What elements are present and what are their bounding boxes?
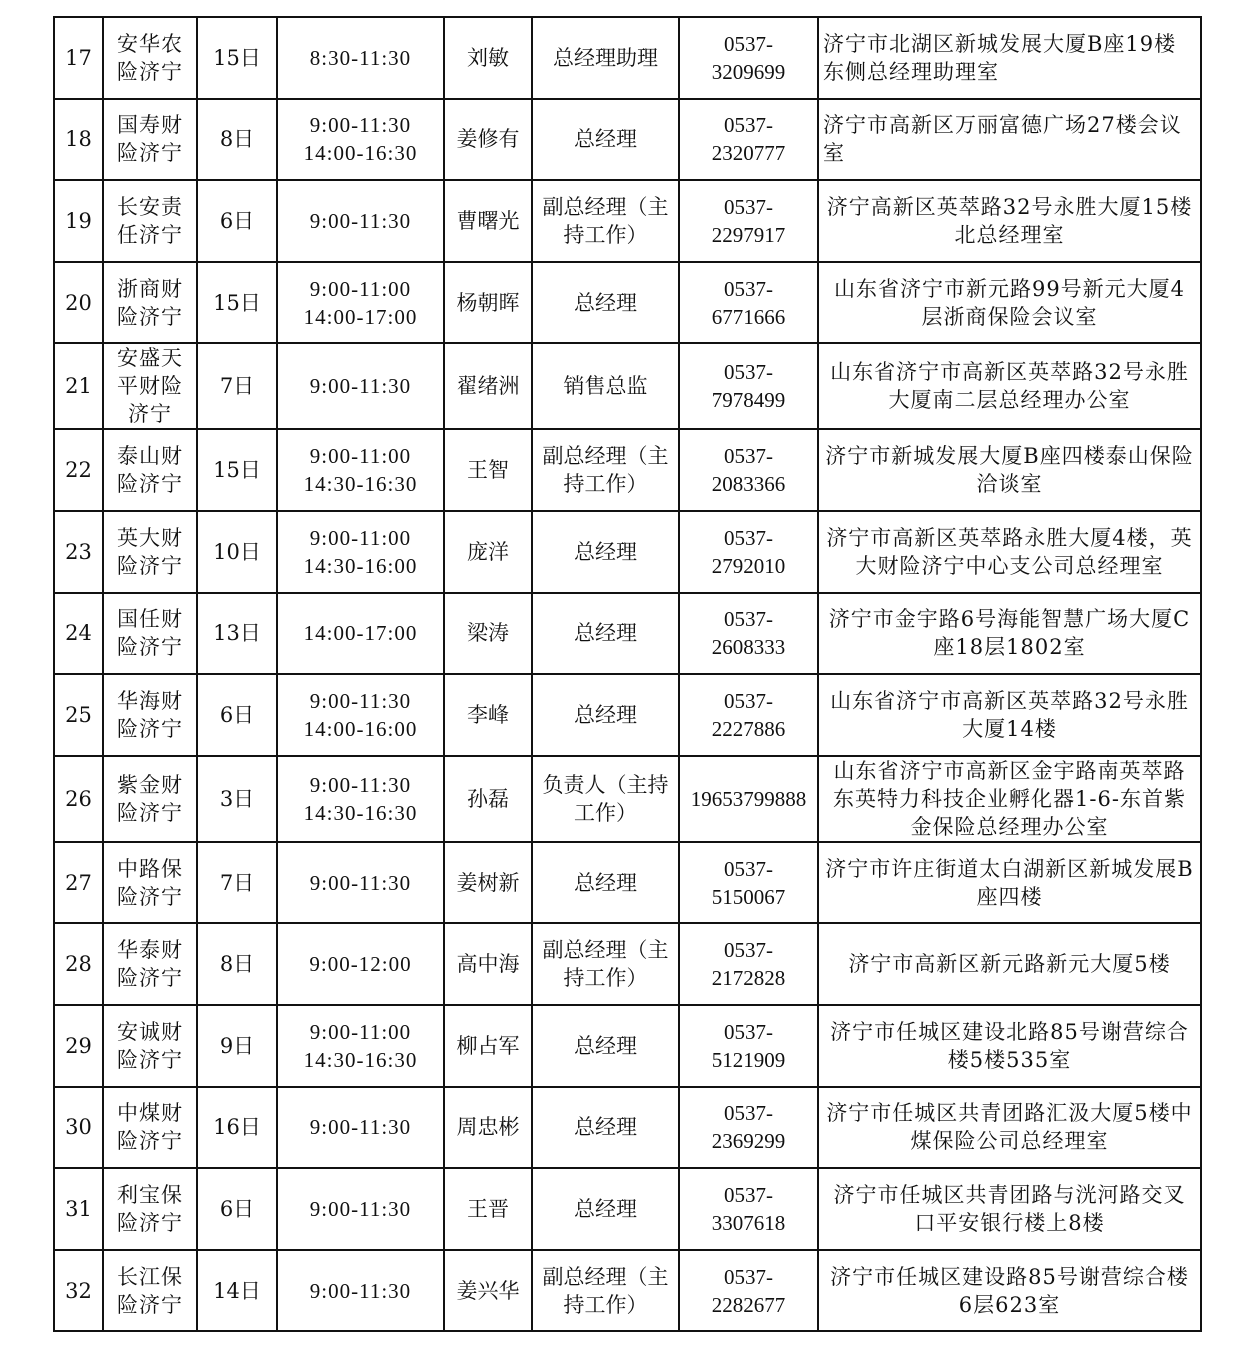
time-slot-morning: 9:00-12:00 [309,952,412,977]
row-number: 31 [65,1196,92,1221]
table-row [54,593,1201,675]
time-slot-afternoon: 14:30-16:00 [303,553,418,578]
person-name: 姜树新 [456,870,520,895]
reception-date: 6日 [219,208,255,233]
company-cell [103,842,197,924]
address-cell [818,343,1201,429]
date-cell [197,99,277,181]
time-cell [277,1087,444,1169]
time-slot-morning: 9:00-11:30 [309,1278,412,1303]
address-text: 济宁市任城区建设路85号谢营综合楼6层623室 [830,1264,1189,1317]
row-number-cell [54,99,103,181]
company-cell [103,99,197,181]
reception-date: 10日 [213,539,261,564]
job-title-cell [532,593,679,675]
phone-number: 2282677 [711,1292,786,1317]
company-cell [103,1168,197,1250]
time-slot-morning: 9:00-11:30 [309,772,412,797]
phone-number: 2369299 [711,1129,786,1154]
job-title: 总经理 [574,290,637,315]
reception-schedule-table [53,16,1202,1332]
job-title-cell [532,1168,679,1250]
person-name-cell [444,756,532,842]
address-cell [818,180,1201,262]
row-number-cell [54,674,103,756]
person-name: 梁涛 [467,621,509,646]
job-title: 总经理助理 [553,45,658,70]
phone-area-code: 0537- [724,856,773,881]
company-name: 安盛天平财险济宁 [117,346,183,427]
company-name: 长江保险济宁 [117,1264,183,1317]
company-cell [103,1087,197,1169]
time-cell [277,429,444,511]
date-cell [197,429,277,511]
phone-cell [679,593,818,675]
person-name: 柳占军 [456,1033,520,1058]
phone-number: 2083366 [711,472,786,497]
time-slot-morning: 9:00-11:00 [309,276,412,301]
person-name: 刘敏 [467,45,509,70]
table-row [54,262,1201,344]
phone-area-code: 0537- [724,1101,773,1126]
row-number-cell [54,1005,103,1087]
row-number-cell [54,593,103,675]
phone-area-code: 0537- [724,194,773,219]
table-row [54,180,1201,262]
time-slot-morning: 9:00-11:30 [309,1196,412,1221]
phone-cell [679,1005,818,1087]
row-number: 21 [65,374,92,399]
table-row [54,923,1201,1005]
address-text: 济宁市北湖区新城发展大厦B座19楼东侧总经理助理室 [823,31,1177,84]
time-slot-afternoon: 14:30-16:30 [303,1047,418,1072]
company-cell [103,923,197,1005]
address-text: 山东省济宁市高新区英萃路32号永胜大厦14楼 [830,688,1189,741]
phone-cell [679,923,818,1005]
job-title: 副总经理（主持工作） [542,444,669,497]
row-number-cell [54,842,103,924]
company-cell [103,1250,197,1332]
person-name-cell [444,429,532,511]
company-name: 安华农险济宁 [117,31,183,84]
company-name: 浙商财险济宁 [117,276,183,329]
row-number-cell [54,17,103,99]
job-title-cell [532,99,679,181]
job-title: 副总经理（主持工作） [542,194,669,247]
address-cell [818,674,1201,756]
company-cell [103,429,197,511]
job-title: 总经理 [574,539,637,564]
person-name-cell [444,99,532,181]
table-row [54,511,1201,593]
person-name-cell [444,511,532,593]
row-number: 17 [65,45,92,70]
person-name: 李峰 [467,702,509,727]
phone-area-code: 19653799888 [690,786,807,811]
address-cell [818,1087,1201,1169]
company-name: 泰山财险济宁 [117,444,183,497]
table-row [54,674,1201,756]
address-cell [818,923,1201,1005]
company-name: 华泰财险济宁 [117,938,183,991]
date-cell [197,1087,277,1169]
company-name: 安诚财险济宁 [117,1019,183,1072]
person-name-cell [444,593,532,675]
address-cell [818,1250,1201,1332]
phone-area-code: 0537- [724,276,773,301]
date-cell [197,511,277,593]
row-number-cell [54,1087,103,1169]
time-slot-morning: 14:00-17:00 [303,621,418,646]
person-name: 高中海 [456,952,520,977]
time-slot-afternoon: 14:00-17:00 [303,304,418,329]
time-slot-afternoon: 14:30-16:30 [303,800,418,825]
person-name: 姜修有 [456,127,520,152]
phone-number: 5121909 [711,1047,786,1072]
phone-cell [679,262,818,344]
time-cell [277,923,444,1005]
job-title-cell [532,674,679,756]
time-slot-morning: 9:00-11:30 [309,1115,412,1140]
date-cell [197,262,277,344]
time-slot-morning: 9:00-11:30 [309,374,412,399]
table-row [54,99,1201,181]
person-name: 孙磊 [467,786,509,811]
reception-date: 6日 [219,702,255,727]
time-slot-morning: 9:00-11:30 [309,688,412,713]
phone-cell [679,343,818,429]
row-number: 22 [65,458,92,483]
address-text: 山东省济宁市高新区英萃路32号永胜大厦南二层总经理办公室 [830,360,1189,413]
row-number: 28 [65,952,92,977]
person-name-cell [444,180,532,262]
job-title: 总经理 [574,1196,637,1221]
phone-number: 2320777 [711,141,786,166]
address-cell [818,756,1201,842]
person-name: 曹曙光 [456,208,520,233]
company-cell [103,593,197,675]
reception-date: 7日 [219,374,255,399]
company-name: 国任财险济宁 [117,607,183,660]
time-cell [277,593,444,675]
person-name: 王晋 [467,1196,509,1221]
table-row [54,1250,1201,1332]
person-name-cell [444,262,532,344]
job-title: 总经理 [574,870,637,895]
address-text: 济宁市许庄街道太白湖新区新城发展B座四楼 [825,856,1194,909]
address-cell [818,511,1201,593]
row-number-cell [54,511,103,593]
time-cell [277,262,444,344]
reception-date: 13日 [213,621,261,646]
time-cell [277,1250,444,1332]
time-cell [277,1005,444,1087]
phone-cell [679,1087,818,1169]
row-number-cell [54,1168,103,1250]
company-cell [103,262,197,344]
job-title-cell [532,923,679,1005]
phone-number: 2172828 [711,966,786,991]
row-number-cell [54,343,103,429]
time-cell [277,674,444,756]
company-cell [103,180,197,262]
time-cell [277,842,444,924]
table-row [54,1087,1201,1169]
company-name: 紫金财险济宁 [117,772,183,825]
phone-cell [679,429,818,511]
row-number: 27 [65,870,92,895]
table-row [54,842,1201,924]
person-name-cell [444,923,532,1005]
date-cell [197,17,277,99]
date-cell [197,756,277,842]
job-title: 总经理 [574,621,637,646]
phone-area-code: 0537- [724,444,773,469]
date-cell [197,180,277,262]
row-number: 30 [65,1115,92,1140]
time-slot-morning: 9:00-11:00 [309,444,412,469]
table-row [54,343,1201,429]
time-cell [277,1168,444,1250]
row-number: 19 [65,208,92,233]
person-name-cell [444,1005,532,1087]
person-name: 翟绪洲 [456,374,520,399]
phone-area-code: 0537- [724,360,773,385]
reception-date: 7日 [219,870,255,895]
company-name: 英大财险济宁 [117,525,183,578]
time-cell [277,343,444,429]
time-cell [277,180,444,262]
time-cell [277,17,444,99]
row-number: 20 [65,290,92,315]
address-cell [818,593,1201,675]
time-slot-afternoon: 14:30-16:30 [303,472,418,497]
time-slot-afternoon: 14:00-16:00 [303,716,418,741]
phone-area-code: 0537- [724,1264,773,1289]
address-text: 济宁市高新区万丽富德广场27楼会议室 [823,113,1182,166]
job-title: 销售总监 [563,374,648,399]
date-cell [197,923,277,1005]
phone-number: 3307618 [711,1210,786,1235]
time-slot-morning: 8:30-11:30 [309,45,412,70]
reception-date: 9日 [219,1033,255,1058]
row-number: 23 [65,539,92,564]
phone-number: 3209699 [711,59,786,84]
company-cell [103,674,197,756]
row-number: 25 [65,702,92,727]
company-cell [103,17,197,99]
date-cell [197,1005,277,1087]
reception-date: 15日 [213,290,261,315]
reception-date: 3日 [219,786,255,811]
time-slot-morning: 9:00-11:00 [309,525,412,550]
time-cell [277,756,444,842]
address-text: 山东省济宁市高新区金宇路南英萃路东英特力科技企业孵化器1-6-东首紫金保险总经理办公室 [833,758,1186,839]
job-title-cell [532,842,679,924]
row-number-cell [54,262,103,344]
job-title-cell [532,17,679,99]
row-number-cell [54,1250,103,1332]
phone-area-code: 0537- [724,607,773,632]
job-title-cell [532,1250,679,1332]
phone-area-code: 0537- [724,1019,773,1044]
job-title-cell [532,343,679,429]
company-name: 中煤财险济宁 [117,1101,183,1154]
person-name-cell [444,17,532,99]
job-title: 副总经理（主持工作） [542,1264,669,1317]
job-title-cell [532,262,679,344]
time-slot-morning: 9:00-11:30 [309,208,412,233]
row-number: 29 [65,1033,92,1058]
row-number-cell [54,429,103,511]
reception-date: 8日 [219,952,255,977]
row-number-cell [54,180,103,262]
company-name: 长安责任济宁 [117,194,183,247]
row-number: 18 [65,127,92,152]
phone-cell [679,674,818,756]
address-cell [818,842,1201,924]
person-name: 庞洋 [467,539,509,564]
row-number-cell [54,923,103,1005]
phone-cell [679,1168,818,1250]
person-name-cell [444,343,532,429]
address-text: 济宁市高新区英萃路永胜大厦4楼，英大财险济宁中心支公司总经理室 [826,525,1193,578]
date-cell [197,1168,277,1250]
job-title: 总经理 [574,127,637,152]
date-cell [197,674,277,756]
company-name: 中路保险济宁 [117,856,183,909]
phone-number: 5150067 [711,884,786,909]
phone-cell [679,842,818,924]
reception-date: 8日 [219,127,255,152]
reception-date: 6日 [219,1196,255,1221]
job-title-cell [532,180,679,262]
reception-date: 15日 [213,45,261,70]
date-cell [197,593,277,675]
time-slot-afternoon: 14:00-16:30 [303,141,418,166]
address-cell [818,17,1201,99]
phone-number: 2792010 [711,553,786,578]
table-row [54,1168,1201,1250]
company-name: 利宝保险济宁 [117,1182,183,1235]
phone-area-code: 0537- [724,525,773,550]
phone-number: 6771666 [711,304,786,329]
person-name-cell [444,1087,532,1169]
row-number: 26 [65,786,92,811]
table-row [54,756,1201,842]
address-cell [818,262,1201,344]
phone-number: 2608333 [711,635,786,660]
phone-cell [679,180,818,262]
reception-date: 16日 [213,1115,261,1140]
time-slot-morning: 9:00-11:00 [309,1019,412,1044]
job-title: 总经理 [574,702,637,727]
phone-number: 2227886 [711,716,786,741]
time-slot-morning: 9:00-11:30 [309,113,412,138]
company-name: 华海财险济宁 [117,688,183,741]
person-name: 杨朝晖 [456,290,520,315]
address-text: 济宁市任城区建设北路85号谢营综合楼5楼535室 [830,1019,1189,1072]
phone-area-code: 0537- [724,1182,773,1207]
job-title-cell [532,429,679,511]
phone-cell [679,17,818,99]
table-row [54,1005,1201,1087]
address-text: 济宁市任城区共青团路与洸河路交叉口平安银行楼上8楼 [833,1182,1186,1235]
person-name: 王智 [467,458,509,483]
table-row [54,17,1201,99]
phone-area-code: 0537- [724,31,773,56]
address-cell [818,1168,1201,1250]
job-title: 副总经理（主持工作） [542,938,669,991]
date-cell [197,343,277,429]
phone-area-code: 0537- [724,688,773,713]
date-cell [197,842,277,924]
job-title-cell [532,756,679,842]
address-text: 济宁市任城区共青团路汇汲大厦5楼中煤保险公司总经理室 [826,1101,1193,1154]
address-text: 济宁市新城发展大厦B座四楼泰山保险洽谈室 [825,444,1194,497]
phone-number: 7978499 [711,388,786,413]
phone-cell [679,1250,818,1332]
job-title: 总经理 [574,1115,637,1140]
company-cell [103,756,197,842]
person-name-cell [444,1250,532,1332]
address-text: 济宁高新区英萃路32号永胜大厦15楼北总经理室 [826,194,1193,247]
job-title-cell [532,1005,679,1087]
job-title: 负责人（主持工作） [542,772,669,825]
row-number: 32 [65,1278,92,1303]
reception-date: 15日 [213,458,261,483]
person-name-cell [444,1168,532,1250]
table-body [54,17,1201,1331]
phone-area-code: 0537- [724,113,773,138]
job-title-cell [532,511,679,593]
row-number-cell [54,756,103,842]
person-name-cell [444,842,532,924]
phone-area-code: 0537- [724,938,773,963]
company-cell [103,511,197,593]
job-title: 总经理 [574,1033,637,1058]
reception-date: 14日 [213,1278,261,1303]
company-name: 国寿财险济宁 [117,113,183,166]
table-row [54,429,1201,511]
address-text: 山东省济宁市新元路99号新元大厦4层浙商保险会议室 [833,276,1186,329]
address-cell [818,99,1201,181]
phone-cell [679,99,818,181]
phone-cell [679,756,818,842]
address-text: 济宁市高新区新元路新元大厦5楼 [848,952,1171,977]
person-name-cell [444,674,532,756]
person-name: 姜兴华 [456,1278,520,1303]
phone-cell [679,511,818,593]
address-cell [818,1005,1201,1087]
company-cell [103,1005,197,1087]
time-cell [277,511,444,593]
person-name: 周忠彬 [456,1115,520,1140]
time-slot-morning: 9:00-11:30 [309,870,412,895]
date-cell [197,1250,277,1332]
time-cell [277,99,444,181]
company-cell [103,343,197,429]
address-text: 济宁市金宇路6号海能智慧广场大厦C座18层1802室 [828,607,1191,660]
row-number: 24 [65,621,92,646]
address-cell [818,429,1201,511]
job-title-cell [532,1087,679,1169]
phone-number: 2297917 [711,222,786,247]
